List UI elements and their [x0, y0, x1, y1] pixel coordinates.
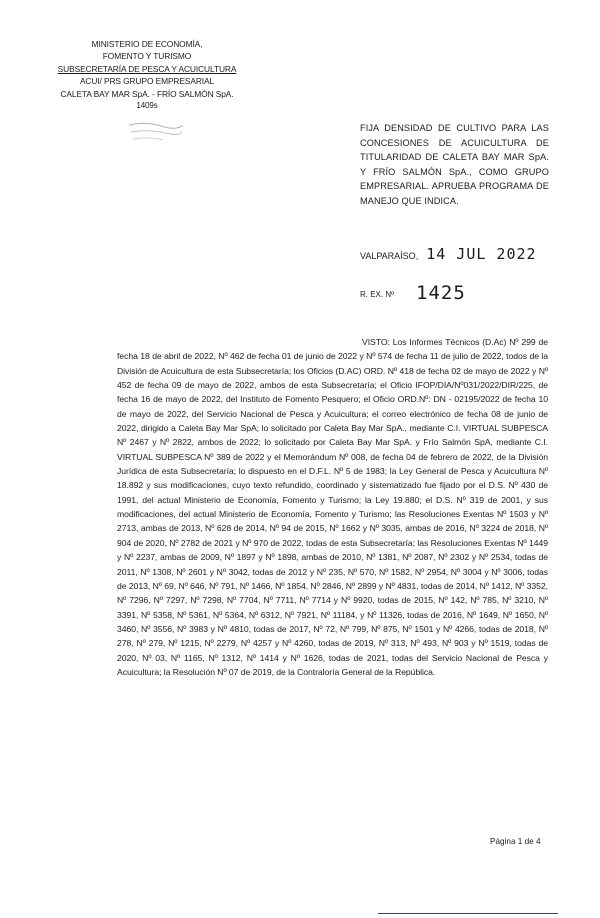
place-date [360, 245, 537, 263]
place-label: VALPARAÍSO, [360, 251, 419, 261]
faded-stamp [125, 117, 187, 147]
companies-line: CALETA BAY MAR SpA. - FRÍO SALMÓN SpA. [60, 88, 234, 99]
stamp-mark [125, 117, 187, 147]
resolution-label: R. EX. Nº [360, 290, 395, 299]
reference-line: ACUI/ PRS GRUPO EMPRESARIAL [79, 76, 215, 87]
file-code: 1409s [136, 101, 158, 111]
resolution-summary: FIJA DENSIDAD DE CULTIVO PARA LAS CONCESIONES DE ACUICULTURA DE TITULARIDAD DE CALETA BAY MAR SpA. Y FRÍO SALMÓN SpA., COMO GRUPO EMPRESARIAL. APRUEBA PROGRAMA DE MANEJO QUE INDICA. [360, 123, 549, 206]
resolution-number-line [360, 280, 466, 302]
resolution-number: 1425 [416, 282, 466, 304]
ministry-line: MINISTERIO DE ECONOMÍA, [91, 39, 203, 49]
footer-rule [378, 913, 558, 914]
visto-paragraph [117, 335, 548, 679]
issuer-header [52, 38, 242, 112]
ministry-line-2: FOMENTO Y TURISMO [102, 51, 192, 62]
subsecretaria-line: SUBSECRETARÍA DE PESCA Y ACUICULTURA [57, 63, 237, 74]
page-number: Página 1 de 4 [490, 837, 541, 846]
visto-label: VISTO: [362, 337, 390, 347]
stamped-date: 14 JUL 2022 [426, 245, 537, 263]
visto-text: Los Informes Técnicos (D.Ac) Nº 299 de fecha 18 de abril de 2022, Nº 462 de fecha 01 de junio de 2022 y Nº 574 de fecha 11 de julio de 2022, todos de la División de Acuicultura de esta Subsecretaría; los Oficios (D.AC) ORD. Nº 418 de fecha 02 de mayo de 2022 y Nº 452 de fecha 09 de mayo de 2022, ambos de esta Subsecretaría; el Oficio IFOP/DIA/Nº031/2022/DIR/225, de fecha 16 de mayo de 2022, del Instituto de Fomento Pesquero; el Oficio ORD.Nº: DN - 02195/2022 de fecha 10 de mayo de 2022, del Servicio Nacional de Pesca y Acuicultura; el correo electrónico de fecha 08 de junio de 2022, dirigido a Caleta Bay Mar SpA; lo solicitado por Caleta Bay Mar SpA., mediante C.I. VIRTUAL SUBPESCA Nº 2467 y Nº 2822, ambos de 2022; lo solicitado por Caleta Bay Mar SpA. y Frío Salmón SpA, mediante C.I. VIRTUAL SUBPESCA Nº 389 de 2022 y el Memorándum Nº 008, de fecha 04 de febrero de 2022, de la División Jurídica de esta Subsecretaría; lo dispuesto en el D.F.L. Nº 5 de 1983; la Ley General de Pesca y Acuicultura Nº 18.892 y sus modificaciones, cuyo texto refundido, coordinado y sistematizado fue fijado por el D.S. Nº 430 de 1991, del actual Ministerio de Economía, Fomento y Turismo; la Ley 19.880; el D.S. Nº 319 de 2001, y sus modificaciones, del actual Ministerio de Economía, Fomento y Turismo; las Resoluciones Exentas Nº 1503 y Nº 2713, ambas de 2013, Nº 628 de 2014, Nº 94 de 2015, Nº 1662 y Nº 3035, ambas de 2016, Nº 3224 de 2018, Nº 904 de 2020, Nº 2782 de 2021 y Nº 970 de 2022, todas de esta Subsecretaría; las Resoluciones Exentas Nº 1449 y Nº 2237, ambas de 2009, Nº 1897 y Nº 1898, ambas de 2010, Nº 1381, Nº 2087, Nº 2302 y Nº 2534, todas de 2011, Nº 1308, Nº 2601 y Nº 3042, todas de 2012 y Nº 235, Nº 570, Nº 1582, Nº 2954, Nº 3004 y Nº 3006, todas de 2013, Nº 69, Nº 646, Nº 791, Nº 1466, Nº 1854, Nº 2846, Nº 2899 y Nº 4831, todas de 2014, Nº 1412, Nº 3352, Nº 7296, Nº 7297, Nº 7298, Nº 7704, Nº 7711, Nº 7714 y Nº 9920, todas de 2015, Nº 142, Nº 785, Nº 3210, Nº 3391, Nº 5358, Nº 5361, Nº 5364, Nº 6312, Nº 7921, Nº 11184, y Nº 11326, todas de 2016, Nº 1649, Nº 1650, Nº 3460, Nº 3556, Nº 3983 y Nº 4810, todas de 2017, Nº 72, Nº 799, Nº 875, Nº 1501 y Nº 4266, todas de 2018, Nº 278, Nº 279, Nº 1215, Nº 2279, Nº 4257 y Nº 4260, todas de 2019, Nº 313, Nº 493, Nº 903 y Nº 1519, todas de 2020, Nº 03, Nº 1165, Nº 1312, Nº 1414 y Nº 1626, todas de 2021, todas del Servicio Nacional de Pesca y Acuicultura; la Resolución Nº 07 de 2019, de la Contraloría General de la República. [117, 337, 548, 677]
